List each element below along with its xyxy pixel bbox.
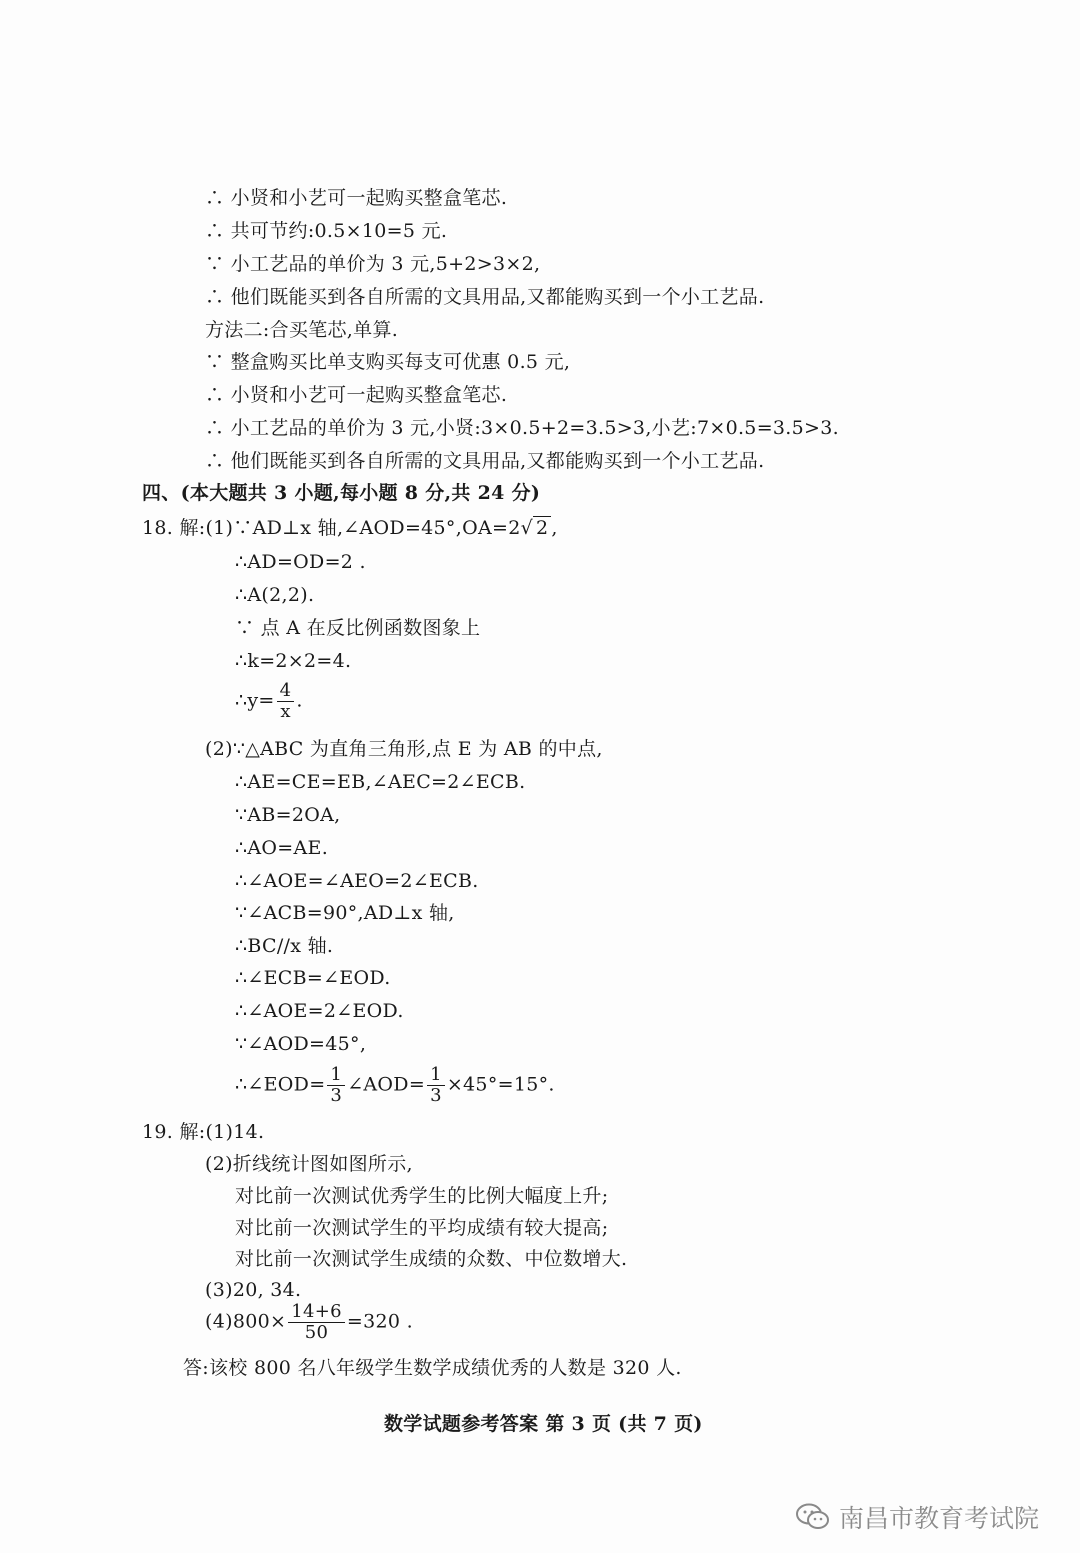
text-line: ∴ 小工艺品的单价为 3 元,小贤:3×0.5+2=3.5>3,小艺:7×0.5=3.5>3.	[205, 417, 839, 439]
fraction	[277, 681, 295, 722]
text-run: ,	[551, 517, 558, 539]
text-line: ∴∠AOE=2∠EOD.	[235, 1000, 404, 1022]
text-line: (2)∵△ABC 为直角三角形,点 E 为 AB 的中点,	[205, 738, 603, 760]
text-line: ∵ 整盒购买比单支购买每支可优惠 0.5 元,	[205, 351, 571, 373]
text-line: ∴ 共可节约:0.5×10=5 元.	[205, 220, 448, 242]
text-line: 方法二:合买笔芯,单算.	[205, 319, 399, 341]
text-line: ∴ 小贤和小艺可一起购买整盒笔芯.	[205, 187, 508, 209]
text-run: 18. 解:(1)∵AD⊥x 轴,∠AOD=45°,OA=2	[142, 517, 521, 539]
text-line: ∴AD=OD=2 .	[235, 551, 366, 573]
text-line: 对比前一次测试学生的平均成绩有较大提高;	[235, 1217, 609, 1239]
text-run: =320 .	[346, 1310, 413, 1333]
text-line: ∴AO=AE.	[235, 837, 329, 859]
sqrt-expression	[521, 516, 552, 540]
q18-line-1	[142, 516, 558, 540]
text-line: ∴ 小贤和小艺可一起购买整盒笔芯.	[205, 384, 508, 406]
fraction-line	[235, 681, 303, 722]
text-run: (4)800×	[205, 1310, 287, 1333]
watermark	[795, 1497, 1039, 1537]
text-run: .	[296, 689, 303, 712]
denominator: 3	[430, 1085, 442, 1106]
text-line: 对比前一次测试优秀学生的比例大幅度上升;	[235, 1185, 609, 1207]
page-footer: 数学试题参考答案 第 3 页 (共 7 页)	[384, 1413, 703, 1435]
wechat-icon	[795, 1502, 831, 1532]
text-line: ∴AE=CE=EB,∠AEC=2∠ECB.	[235, 771, 526, 793]
text-line: ∵∠AOD=45°,	[235, 1033, 367, 1055]
denominator: x	[280, 701, 291, 722]
sqrt-symbol: √	[520, 517, 534, 539]
section-heading: 四、(本大题共 3 小题,每小题 8 分,共 24 分)	[142, 482, 541, 504]
text-run: ×45°=15°.	[446, 1073, 555, 1096]
text-line: ∴A(2,2).	[235, 584, 315, 606]
fraction-line	[235, 1065, 555, 1106]
text-line: ∴ 他们既能买到各自所需的文具用品,又都能购买到一个小工艺品.	[205, 450, 765, 472]
text-line: (3)20, 34.	[205, 1279, 302, 1301]
text-line: 对比前一次测试学生成绩的众数、中位数增大.	[235, 1248, 628, 1270]
text-line: 19. 解:(1)14.	[142, 1121, 265, 1143]
text-run: ∴∠EOD=	[235, 1073, 326, 1096]
denominator: 3	[330, 1085, 343, 1106]
radicand: 2	[533, 516, 551, 539]
text-line: ∴ 他们既能买到各自所需的文具用品,又都能购买到一个小工艺品.	[205, 286, 765, 308]
numerator: 1	[427, 1065, 445, 1086]
text-line: ∵∠ACB=90°,AD⊥x 轴,	[235, 902, 455, 924]
fraction-line	[205, 1302, 413, 1343]
numerator: 4	[277, 681, 295, 702]
watermark-text: 南昌市教育考试院	[839, 1504, 1040, 1533]
text-run: ∴y=	[235, 689, 275, 712]
denominator: 50	[304, 1322, 329, 1343]
text-line: (2)折线统计图如图所示,	[205, 1153, 413, 1175]
fraction	[327, 1065, 345, 1106]
text-run: ∠AOD=	[347, 1073, 426, 1096]
numerator: 1	[327, 1065, 345, 1086]
fraction	[427, 1065, 445, 1106]
answer-line: 答:该校 800 名八年级学生数学成绩优秀的人数是 320 人.	[183, 1357, 682, 1379]
text-line: ∵ 点 A 在反比例函数图象上	[235, 617, 481, 639]
fraction	[288, 1302, 345, 1343]
numerator: 14+6	[288, 1302, 345, 1323]
text-line: ∴k=2×2=4.	[235, 650, 352, 672]
text-line: ∵ 小工艺品的单价为 3 元,5+2>3×2,	[205, 253, 541, 275]
text-line: ∴BC//x 轴.	[235, 935, 334, 957]
text-line: ∴∠AOE=∠AEO=2∠ECB.	[235, 870, 479, 892]
text-line: ∵AB=2OA,	[235, 804, 341, 826]
text-line: ∴∠ECB=∠EOD.	[235, 967, 391, 989]
